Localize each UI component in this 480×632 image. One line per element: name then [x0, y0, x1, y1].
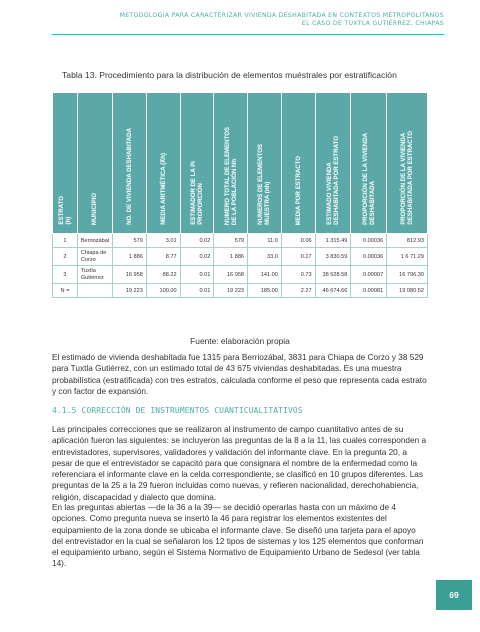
- cell: 46 674.66: [315, 284, 351, 298]
- cell: 0.06: [281, 234, 315, 248]
- cell: 1 886: [214, 248, 248, 266]
- table-source: Fuente: elaboración propia: [190, 336, 290, 346]
- cell: N =: [53, 284, 78, 298]
- cell: 141.00: [248, 266, 282, 284]
- cell: 19 080.52: [387, 284, 428, 298]
- cell: 579: [214, 234, 248, 248]
- header-proporcion-vivienda: PROPORCIÓN DE LA VIVIENDA DESHABITADA: [351, 93, 387, 234]
- cell: Tuxtla Gutiérrez: [77, 266, 112, 284]
- header-estimador-proporcion: ESTIMADOR DE LA Pi PROPORCIÓN: [180, 93, 214, 234]
- cell: 16 958: [113, 266, 147, 284]
- cell: 38 528.58: [315, 266, 351, 284]
- stratification-table: [52, 92, 428, 298]
- paragraph-estimate: El estimado de vivienda deshabitada fue 1315 para Berriozábal, 3831 para Chiapa de Corzo y 38 529 para Tuxtla Gutiérrez, con un estimado total de 43 675 viviendas deshabitadas. Es una muestra probabilística (estratificada) con tres estratos, calculada conforme el peso que representa cada estrato y con factor de expansión.: [52, 353, 427, 396]
- cell: 3 830.59: [315, 248, 351, 266]
- cell: 11.0: [248, 234, 282, 248]
- cell: 0.00081: [351, 284, 387, 298]
- cell: 0.00036: [351, 248, 387, 266]
- cell: [77, 284, 112, 298]
- cell: Chiapa de Corzo: [77, 248, 112, 266]
- cell: 19 223: [113, 284, 147, 298]
- running-header: [120, 12, 444, 28]
- header-estrato: ESTRATO (h): [53, 93, 78, 234]
- header-municipio: MUNICIPIO: [77, 93, 112, 234]
- cell: 1 886: [113, 248, 147, 266]
- paragraph-corrections: Las principales correcciones que se realizaron al instrumento de campo cuantitativo antes de su aplicación fueron las siguientes: se incluyeron las preguntas de la 8 a la 11, las cuales corresponden a entrevistadores, supervisores, validadores y validación del informante clave. En la pregunta 20, a pesar de que el entrevistador se capacitó para que consignara el nombre de la enfermedad como la referenciara el informante clave en la celda correspondiente, se clasificó en 10 grupos diferentes. Las preguntas de la 25 a la 29 fueron incluidas como nuevas, y refieren nacionalidad, derechohabiencia, religión, discapacidad y dialecto que domina.: [52, 425, 427, 502]
- page-number: 69: [436, 580, 472, 610]
- cell: 0.73: [281, 266, 315, 284]
- cell: 8.77: [146, 248, 180, 266]
- cell: 88.22: [146, 266, 180, 284]
- header-divider: [52, 34, 444, 35]
- cell: 1 315.49: [315, 234, 351, 248]
- table-total-row: [53, 284, 428, 298]
- cell: 0.17: [281, 248, 315, 266]
- header-media-estracto: MEDIA POR ESTRACTO: [281, 93, 315, 234]
- table-title: Tabla 13. Procedimiento para la distribución de elementos muéstrales por estratificación: [62, 70, 397, 80]
- table-row: [53, 248, 428, 266]
- cell: 812.93: [387, 234, 428, 248]
- cell: 0.00007: [351, 266, 387, 284]
- section-heading: 4.1.5 CORRECCIÓN DE INSTRUMENTOS CUANTICUALITATIVOS: [52, 406, 303, 415]
- cell: 185.00: [248, 284, 282, 298]
- header-estimado-vivienda: ESTIMADO VIVIENDA DESHABITADA POR ESTRATO: [315, 93, 351, 234]
- cell: 100.00: [146, 284, 180, 298]
- table-row: [53, 266, 428, 284]
- header-vivienda-deshabitada: NO. DE VIVIENDA DESHABITADA: [113, 93, 147, 234]
- cell: 16 796.30: [387, 266, 428, 284]
- cell: 3: [53, 266, 78, 284]
- cell: 33.0: [248, 248, 282, 266]
- cell: 579: [113, 234, 147, 248]
- header-proporcion-estracto: PROPORCIÓN DE LA VIVIENDA DESHABITADA POR ESTRACTO: [387, 93, 428, 234]
- header-line-2: EL CASO DE TUXTLA GUTIÉRREZ, CHIAPAS: [301, 20, 444, 27]
- cell: 2: [53, 248, 78, 266]
- paragraph-open-questions: En las preguntas abiertas —de la 36 a la 39— se decidió operarlas hasta con un máximo de 4 opciones. Como pregunta nueva se insertó la 46 para registrar los elementos existentes del equipamiento de la zona donde se ubicaba el informante clave. Se diseñó una tarjeta para el apoyo del entrevistador en la cual se señalaron los 12 tipos de sistemas y los 125 elementos que conforman el equipamiento urbano, según el Sistema Normativo de Equipamiento Urbano de Sedesol (ver tabla 14).: [52, 503, 424, 569]
- cell: 3.01: [146, 234, 180, 248]
- header-media-aritmetica: MEDIA ARITMÉTICA (X̄h): [146, 93, 180, 234]
- cell: 0.02: [180, 234, 214, 248]
- cell: 1: [53, 234, 78, 248]
- cell: 2.27: [281, 284, 315, 298]
- header-elementos-muestra: NÚMEROS DE ELEMENTOS MUESTRA (nh): [248, 93, 282, 234]
- cell: 16 958: [214, 266, 248, 284]
- table-row: [53, 234, 428, 248]
- cell: 0.01: [180, 284, 214, 298]
- cell: 0.01: [180, 266, 214, 284]
- table-header-row: [53, 93, 428, 234]
- cell: 1 6 71.29: [387, 248, 428, 266]
- cell: Berriozábal: [77, 234, 112, 248]
- cell: 0.02: [180, 248, 214, 266]
- header-total-elementos: NÚMERO TOTAL DE ELEMENTOS DE LA POBLACIÓN Nh: [214, 93, 248, 234]
- cell: 0.00036: [351, 234, 387, 248]
- header-line-1: METODOLOGÍA PARA CARACTERIZAR VIVIENDA DESHABITADA EN CONTEXTOS METROPOLITANOS: [119, 12, 444, 19]
- cell: 19 223: [214, 284, 248, 298]
